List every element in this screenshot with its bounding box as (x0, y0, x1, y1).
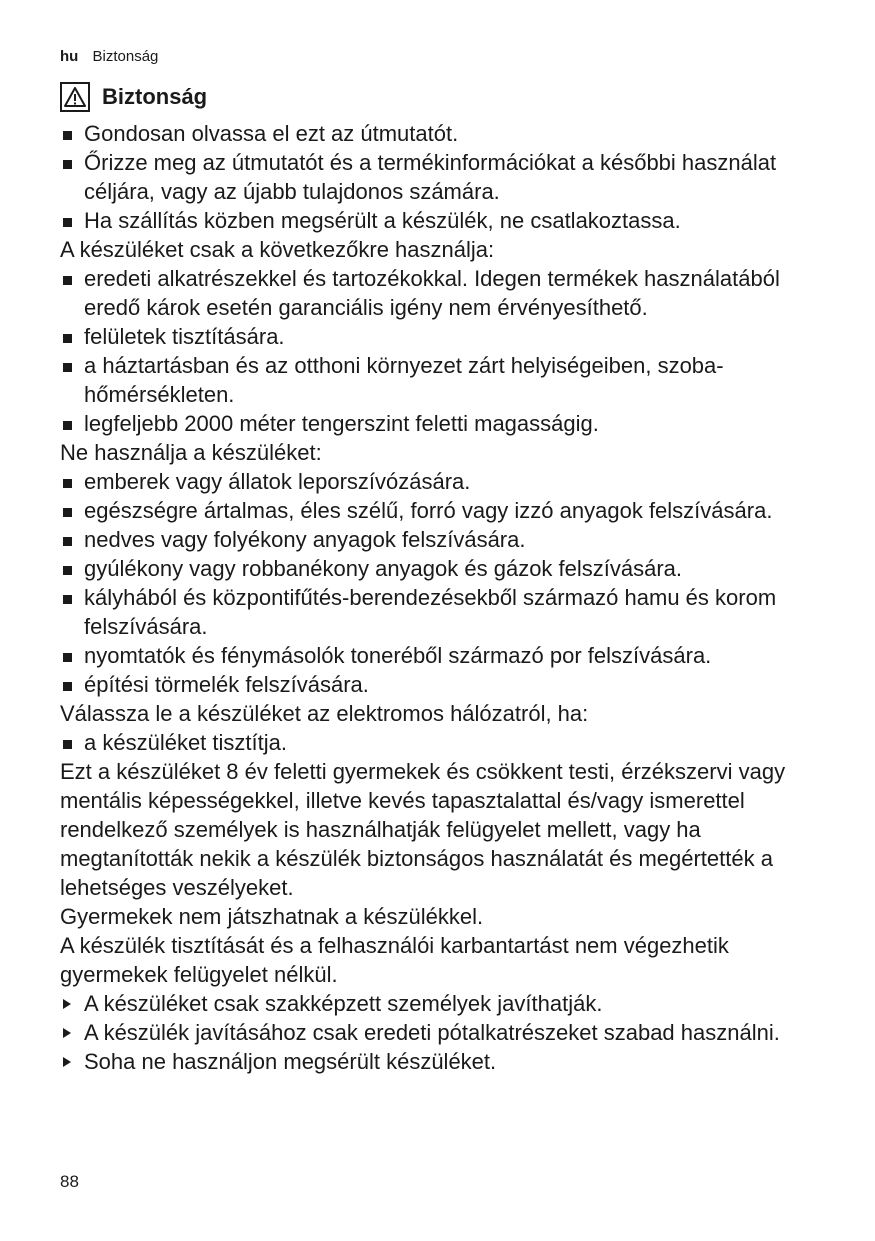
square-bullet-icon (63, 276, 72, 285)
bullet-item (60, 351, 830, 409)
page-title: Biztonság (102, 84, 208, 109)
square-bullet-icon (63, 421, 72, 430)
square-bullet-icon (63, 537, 72, 546)
bullet-item (60, 264, 830, 322)
square-bullet-icon (63, 363, 72, 372)
item-text: kályhából és központifűtés-berendezésekből származó hamu és korom felszívására. (84, 585, 777, 639)
item-text: A készüléket csak szakképzett személyek javíthatják. (84, 991, 603, 1016)
square-bullet-icon (63, 566, 72, 575)
item-text: eredeti alkatrészekkel és tartozékokkal. Idegen termékek használatából eredő károk esetén garanciális igény nem érvényesíthető. (84, 266, 780, 320)
bullet-item (60, 525, 830, 554)
square-bullet-icon (63, 218, 72, 227)
item-text: a készüléket tisztítja. (84, 730, 287, 755)
warning-icon (60, 82, 90, 112)
arrow-bullet-icon (63, 1028, 71, 1038)
square-bullet-icon (63, 682, 72, 691)
item-text: Soha ne használjon megsérült készüléket. (84, 1049, 497, 1074)
square-bullet-icon (63, 508, 72, 517)
safety-content (60, 119, 830, 1076)
bullet-item (60, 119, 830, 148)
square-bullet-icon (63, 740, 72, 749)
bullet-item (60, 496, 830, 525)
item-text: A készülék javításához csak eredeti pótalkatrészeket szabad használni. (84, 1020, 780, 1045)
instruction-item (60, 1047, 830, 1076)
item-text: építési törmelék felszívására. (84, 672, 369, 697)
item-text: nedves vagy folyékony anyagok felszívására. (84, 527, 526, 552)
item-text: felületek tisztítására. (84, 324, 285, 349)
language-code: hu (60, 48, 79, 65)
item-text: a háztartásban és az otthoni környezet zárt helyiségeiben, szobahőmérsékleten. (84, 353, 724, 407)
paragraph: Válassza le a készüléket az elektromos hálózatról, ha: (60, 701, 589, 726)
paragraph: Ne használja a készüléket: (60, 440, 322, 465)
item-text: legfeljebb 2000 méter tengerszint feletti magasságig. (84, 411, 599, 436)
instruction-item (60, 989, 830, 1018)
header-section: Biztonság (92, 48, 159, 65)
bullet-item (60, 206, 830, 235)
bullet-item (60, 728, 830, 757)
item-text: Gondosan olvassa el ezt az útmutatót. (84, 121, 459, 146)
square-bullet-icon (63, 160, 72, 169)
bullet-item (60, 409, 830, 438)
bullet-item (60, 148, 830, 206)
bullet-item (60, 554, 830, 583)
bullet-item (60, 641, 830, 670)
paragraph: Ezt a készüléket 8 év feletti gyermekek és csökkent testi, érzékszervi vagy mentális képességekkel, illetve kevés tapasztalattal és/​vagy ismerettel rendelkező személyek is használhatják felügyelet mellett, vagy ha megtanították nekik a készülék biztonságos használatát és megértették a lehetséges veszélyeket. (60, 759, 786, 900)
section-heading (60, 82, 207, 112)
square-bullet-icon (63, 595, 72, 604)
arrow-bullet-icon (63, 1057, 71, 1067)
item-text: nyomtatók és fénymásolók toneréből származó por felszívására. (84, 643, 712, 668)
bullet-item (60, 467, 830, 496)
square-bullet-icon (63, 334, 72, 343)
bullet-item (60, 670, 830, 699)
square-bullet-icon (63, 653, 72, 662)
paragraph: A készüléket csak a következőkre használja: (60, 237, 495, 262)
item-text: Ha szállítás közben megsérült a készülék, ne csatlakoztassa. (84, 208, 681, 233)
item-text: egészségre ártalmas, éles szélű, forró vagy izzó anyagok felszívására. (84, 498, 773, 523)
bullet-item (60, 583, 830, 641)
item-text: emberek vagy állatok leporszívózására. (84, 469, 471, 494)
arrow-bullet-icon (63, 999, 71, 1009)
running-header (60, 48, 158, 66)
page-number: 88 (60, 1172, 79, 1191)
square-bullet-icon (63, 479, 72, 488)
square-bullet-icon (63, 131, 72, 140)
item-text: gyúlékony vagy robbanékony anyagok és gázok felszívására. (84, 556, 683, 581)
paragraph: Gyermekek nem játszhatnak a készülékkel. (60, 904, 484, 929)
bullet-item (60, 322, 830, 351)
paragraph: A készülék tisztítását és a felhasználói karbantartást nem végezhetik gyermekek felügyelet nélkül. (60, 933, 729, 987)
instruction-item (60, 1018, 830, 1047)
item-text: Őrizze meg az útmutatót és a termékinformációkat a későbbi használat céljára, vagy az újabb tulajdonos számára. (84, 150, 777, 204)
